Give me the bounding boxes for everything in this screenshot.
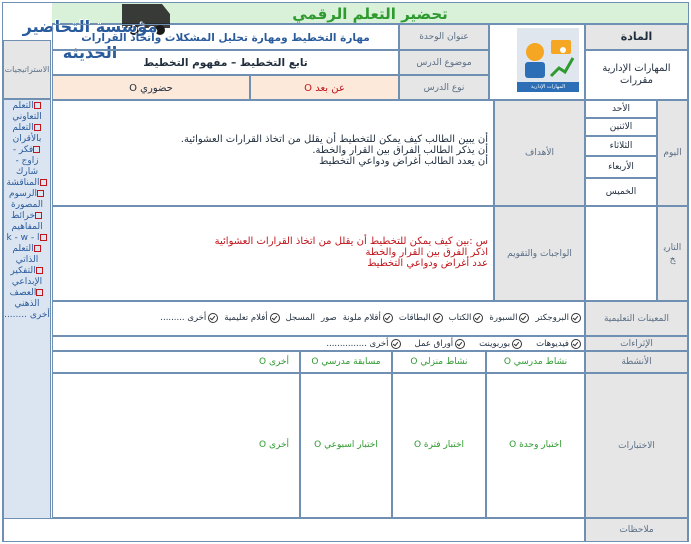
strategy-item[interactable]: فكر - زاوج - شارك [12, 145, 39, 177]
objective-line: أن يذكر الطالب الفراق بين القرار والخطة. [312, 145, 488, 156]
lesson-label: موضوع الدرس [399, 50, 489, 75]
aids-label: المعينات التعليمية [585, 301, 688, 336]
check-circle-icon [433, 313, 443, 323]
objective-line: أن يعدد الطالب أغراض ودواعي التخطيط [319, 156, 488, 167]
test-period[interactable]: اختبار فترة O [413, 440, 465, 450]
check-circle-icon [383, 313, 393, 323]
strategy-item[interactable]: المناقشة [4, 178, 50, 189]
aid-item[interactable]: أخرى ......... [160, 313, 218, 323]
check-circle-icon [512, 339, 522, 349]
strategy-item[interactable]: العصف الذهني [4, 288, 50, 310]
homework-text [60, 236, 488, 269]
homework-line: عدد أغراض ودواعي التخطيط [367, 258, 488, 269]
enrichment-item[interactable]: فيديوهات [536, 339, 581, 349]
day-thursday[interactable]: الخميس [585, 178, 657, 206]
homework-line: اذكر الفرق بين القرار والخطة [365, 247, 488, 258]
day-tuesday[interactable]: الثلاثاء [585, 136, 657, 156]
activity-school[interactable]: نشاط مدرسي O [503, 357, 568, 367]
subject-image-caption: المهارات الإدارية [517, 82, 579, 92]
check-circle-icon [391, 339, 401, 349]
notes-label: ملاحظات [585, 518, 688, 542]
check-circle-icon [455, 339, 465, 349]
aid-item[interactable]: أفلام تعليمية [224, 313, 279, 323]
enrichment-list [56, 336, 581, 351]
unit-label: عنوان الوحدة [399, 24, 489, 50]
aid-item[interactable]: البروجكتر [535, 313, 581, 323]
enrichment-item[interactable]: أخرى ............... [326, 339, 400, 349]
page-title: تحضير التعلم الرقمي [292, 5, 448, 23]
day-sunday[interactable]: الأحد [585, 100, 657, 118]
activity-contest[interactable]: مسابقة مدرسي O [311, 357, 381, 367]
check-circle-icon [270, 313, 280, 323]
strategies-list [4, 101, 50, 517]
aid-item[interactable]: المسجل [285, 313, 315, 323]
test-unit[interactable]: اختبار وحدة O [509, 440, 562, 450]
watermark-text: مؤسسة التحاضير الحديثة [22, 17, 158, 62]
activity-other[interactable]: أخرى O [258, 357, 290, 367]
homework-label: الواجبات والتقويم [494, 206, 585, 301]
tests-label: الاختبارات [585, 373, 688, 518]
lesson-type-remote[interactable]: عن بعد O [250, 75, 399, 100]
objectives-text [60, 134, 488, 167]
date-value[interactable] [585, 206, 657, 301]
activities-label: الأنشطة [585, 351, 688, 373]
test-other[interactable]: أخرى O [258, 440, 290, 450]
day-label: اليوم [657, 100, 688, 206]
check-circle-icon [473, 313, 483, 323]
subject-value: المهارات الإدارية مقررات [585, 50, 688, 100]
strategy-item[interactable]: التعلم التعاوني [12, 101, 42, 122]
subject-image [517, 28, 579, 92]
lesson-value: تابع التخطيط – مفهوم التخطيط [52, 50, 399, 75]
strategy-item[interactable]: الرسوم المصورة [9, 189, 43, 210]
strategy-item[interactable]: k - w - l [4, 233, 50, 244]
enrichment-item[interactable]: أوراق عمل [415, 339, 466, 349]
check-circle-icon [571, 313, 581, 323]
homework-line: س :بين كيف يمكن للتخطيط أن يقلل من اتخاذ القرارات العشوائية [214, 236, 488, 247]
activity-home[interactable]: نشاط منزلي O [410, 357, 468, 367]
aid-item[interactable]: صور [321, 313, 337, 323]
strategies-label: الاستراتيجيات [4, 64, 50, 74]
strategy-item[interactable]: التعلم الذاتي [4, 244, 50, 266]
objective-line: أن يبين الطالب كيف يمكن للتخطيط أن يقلل من اتخاذ القرارات العشوائية. [180, 134, 488, 145]
subject-label: المادة [585, 24, 688, 50]
check-circle-icon [208, 313, 218, 323]
strategy-item[interactable]: التعلم بالأقران [12, 123, 42, 144]
check-circle-icon [519, 313, 529, 323]
aid-item[interactable]: السبورة [489, 313, 529, 323]
strategy-item[interactable]: خرائط المفاهيم [10, 211, 43, 232]
lesson-type-label: نوع الدرس [399, 75, 489, 100]
date-label: التاريخ [663, 242, 682, 265]
aid-item[interactable]: أقلام ملونة [343, 313, 393, 323]
enrichment-item[interactable]: بوربوينت [479, 339, 522, 349]
unit-value: مهارة التخطيط ومهارة تحليل المشكلات واتخاذ القرارات [52, 24, 399, 50]
test-weekly[interactable]: اختبار اسبوعي O [314, 440, 378, 450]
strategy-item[interactable]: التفكير الإبداعي [10, 266, 43, 287]
day-monday[interactable]: الاثنين [585, 118, 657, 136]
enrichment-label: الإثراءات [585, 336, 688, 351]
notes-content[interactable] [3, 518, 585, 542]
objectives-label: الأهداف [494, 100, 585, 206]
aids-list [56, 310, 581, 326]
lesson-type-presence[interactable]: حضوري O [52, 75, 250, 100]
aid-item[interactable]: البطاقات [399, 313, 443, 323]
check-circle-icon [571, 339, 581, 349]
aid-item[interactable]: الكتاب [449, 313, 484, 323]
day-wednesday[interactable]: الأربعاء [585, 156, 657, 178]
strategy-item[interactable]: أخرى ........ [4, 310, 50, 320]
